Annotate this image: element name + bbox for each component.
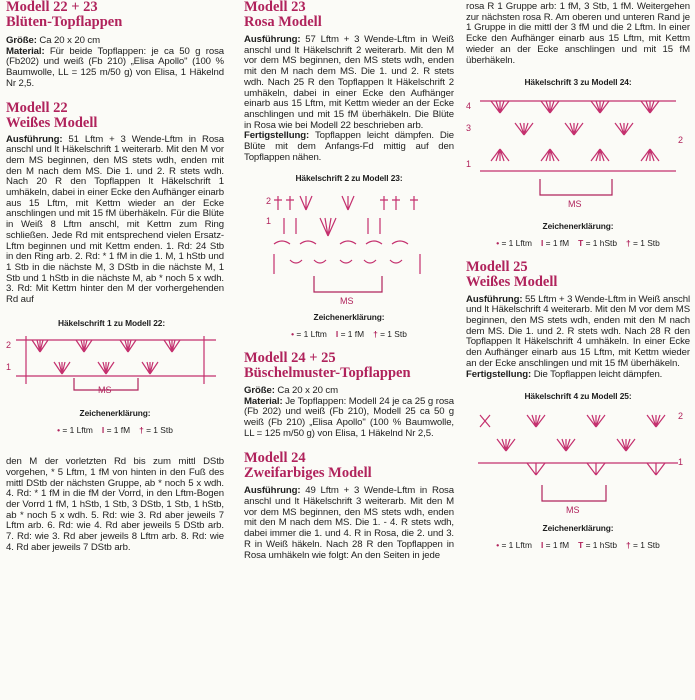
chain-symbol-icon: •: [496, 539, 500, 550]
fertigstellung-text: Die Topflappen leicht dämpfen.: [531, 368, 663, 380]
ms-label-4: MS: [566, 504, 580, 515]
legend-4-hstb-text: = 1 hStb: [585, 539, 618, 550]
material-label: Material:: [6, 45, 45, 57]
legend-4-lftm-text: = 1 Lftm: [501, 539, 532, 550]
legend-3-lftm-text: = 1 Lftm: [501, 237, 532, 248]
column-middle: [244, 0, 454, 561]
legend-1: [6, 425, 224, 435]
ausfuehrung-text: 51 Lftm + 3 Wende-Lftm in Rosa anschl und lt Häkelschrift 1 weiterarb. Mit den M vor dem MS beginnen, den MS stets wdh, enden mit den M nach dem MS. Die 1. und 2. R stets wdh. Nach 20 R den Topflappen lt Häkelschrift 1 umhäkeln, dabei in einer Ecke den Aufhänger einarb aus 15 Lftm, mit Kettm wieder an der Ecke anschlingen und mit 15 fM überhäkeln. Für die Blüte in Weiß 8 Lftm anschl, mit Kettm zum Ring schließen. Jede Rd mit entsprechend vielen Ersatz-Lftm beginnen und mit Kettm enden. 1. Rd: 24 Stb in den Ring arb. 2. Rd: * 1 fM in die 1. M, 1 hStb und 1 Stb in die nächste M, 3 DStb in die nächste M, 1 Stb und 1 hStb in die nächste M, ab * noch 5 x wdh. 3. Rd: Mit Kettm hinter den M der vorhergehenden Rd auf: [6, 133, 224, 306]
size-text: Ca 20 x 20 cm: [36, 35, 100, 46]
legend-1-fm: [102, 425, 130, 435]
legend-2-lftm: [291, 329, 327, 339]
legend-2-title: Zeichenerklärung:: [313, 312, 385, 323]
heading-modell-22: Modell 22: [6, 99, 68, 116]
row-number-1: 1: [466, 158, 472, 169]
legend-1-stb: [139, 425, 173, 435]
legend-3: [466, 238, 690, 248]
crochet-diagram-3: [466, 91, 690, 221]
material-text: Für beide Topflappen: je ca 50 g rosa (Fb202) und weiß (Fb 210) „Elisa Apollo" (100 % Baumwolle, LL = 125 m/50 g) von Elisa, 1 Häkelnd Nr 2,5.: [6, 45, 224, 89]
row-number-2: 2: [266, 196, 272, 207]
legend-1-fm-text: = 1 fM: [106, 425, 131, 436]
row-number-1: 1: [266, 216, 272, 227]
subheading-weisses-modell: Weißes Modell: [466, 273, 558, 290]
single-crochet-symbol-icon: I: [101, 425, 105, 436]
legend-4-title: Zeichenerklärung:: [542, 522, 614, 533]
legend-3-title: Zeichenerklärung:: [542, 220, 614, 231]
row-number-1: 1: [6, 362, 12, 373]
legend-3-stb: [626, 238, 660, 248]
legend-4-stb: [626, 540, 660, 550]
diagram-1-label: Häkelschrift 1 zu Modell 22:: [58, 317, 166, 328]
crochet-diagram-1: [6, 332, 224, 394]
heading-modell-24: Modell 24: [244, 450, 306, 467]
legend-4-fm: [541, 540, 569, 550]
legend-4-fm-text: = 1 fM: [545, 539, 570, 550]
ms-label-2: MS: [340, 296, 354, 307]
fertigstellung-label: Fertigstellung:: [244, 130, 310, 142]
subheading-weisses-modell: Weißes Modell: [6, 114, 98, 131]
crochet-diagram-4: [466, 405, 690, 523]
legend-4: [466, 540, 690, 550]
legend-1-stb-text: = 1 Stb: [146, 425, 173, 436]
material-paragraph: [244, 397, 454, 440]
row-number-1: 1: [678, 456, 684, 467]
row-number-2: 2: [678, 410, 684, 421]
heading-modell-24-25: Modell 24 + 25: [244, 349, 336, 366]
legend-3-fm-text: = 1 fM: [545, 237, 570, 248]
fertigstellung-label: Fertigstellung:: [466, 368, 532, 380]
continuation-paragraph: den M der vorletzten Rd bis zum mittl DStb vorgehen, * 5 Lftm, 1 fM von hinten in den Fuß des mittl DStb der nächsten Gruppe, ab * noch 5 x wdh. 4. Rd: * 1 fM in die fM der Vorrd, in den Lftm-Bogen der Vorrd 1 fM, 1 hStb, 1 Stb, 3 DStb, 1 Stb, 1 hStb, ab * noch 5 x wdh. 5. Rd: wie 3. Rd aber jeweils 7 Lftm arb. 6. Rd: wie 4. Rd aber jeweils 5 DStb arb. 7. Rd: wie 3. Rd aber jeweils 8 Lftm arb. 8. Rd: wie 4. Rd aber jeweils 7 DStb arb.: [6, 456, 224, 553]
legend-2-lftm-text: = 1 Lftm: [296, 328, 327, 339]
material-label: Material:: [244, 395, 283, 407]
legend-1-lftm: [57, 425, 93, 435]
chain-symbol-icon: •: [496, 237, 500, 248]
material-text: Je Topflappen: Modell 24 je ca 25 g rosa (Fb 202) und weiß (Fb 210), Modell 25 ca 50 g weiß (Fb 210) „Elisa Apollo" (100 % Baumwolle, LL = 125 m/50 g) von Elisa, 1 Häkelnd Nr 2,5.: [244, 395, 454, 439]
subheading-rosa-modell: Rosa Modell: [244, 14, 322, 30]
double-crochet-symbol-icon: †: [373, 328, 378, 339]
legend-2-stb: [373, 329, 407, 339]
ausfuehrung-paragraph: [466, 295, 690, 370]
size-label: Größe:: [244, 384, 275, 396]
subheading-zweifarbiges-modell: Zweifarbiges Modell: [244, 465, 372, 482]
legend-4-lftm: [496, 540, 532, 550]
legend-3-stb-text: = 1 Stb: [633, 237, 660, 248]
legend-3-hstb-text: = 1 hStb: [585, 237, 618, 248]
half-double-crochet-symbol-icon: T: [578, 539, 584, 550]
diagram-3-label: Häkelschrift 3 zu Modell 24:: [524, 77, 632, 88]
legend-2-fm-text: = 1 fM: [340, 328, 365, 339]
diagram-2-label: Häkelschrift 2 zu Modell 23:: [295, 173, 403, 184]
legend-2-stb-text: = 1 Stb: [380, 328, 407, 339]
single-crochet-symbol-icon: I: [540, 539, 544, 550]
legend-3-fm: [541, 238, 569, 248]
legend-2: [244, 329, 454, 339]
ms-label-3: MS: [568, 198, 582, 209]
row-number-4: 4: [466, 100, 472, 111]
subheading-blueten-topflappen: Blüten-Topflappen: [6, 14, 123, 30]
legend-1-lftm-text: = 1 Lftm: [62, 425, 93, 436]
legend-2-fm: [336, 329, 364, 339]
size-label: Größe:: [6, 35, 37, 46]
ausfuehrung-paragraph: [6, 135, 224, 306]
single-crochet-symbol-icon: I: [540, 237, 544, 248]
fertigstellung-text: Topflappen leicht dämpfen. Die Blüte mit dem Anfangs-Fd mittig auf den Topflappen nähen.: [244, 130, 454, 163]
legend-3-lftm: [496, 238, 532, 248]
half-double-crochet-symbol-icon: T: [578, 237, 584, 248]
size-text: Ca 20 x 20 cm: [274, 384, 338, 396]
material-paragraph: [6, 47, 224, 90]
row-number-3: 3: [466, 122, 472, 133]
heading-modell-22-23: Modell 22 + 23: [6, 0, 98, 15]
continuation-paragraph: rosa R 1 Gruppe arb: 1 fM, 3 Stb, 1 fM. Weitergehen zur nächsten rosa R. Am oberen und unteren Rand je 1 Gruppe in die mittl der 3 fM und die 2 Lftm. In einer Ecke den Aufhänger einarb aus 15 Lftm, mit Kettm wieder an der Ecke anschlingen und mit 15 fM überhäkeln.: [466, 1, 690, 66]
heading-modell-25: Modell 25: [466, 258, 528, 275]
double-crochet-symbol-icon: †: [139, 425, 144, 436]
heading-modell-23: Modell 23: [244, 0, 306, 15]
diagram-4-label: Häkelschrift 4 zu Modell 25:: [524, 391, 632, 402]
ausfuehrung-paragraph: [244, 486, 454, 561]
column-left: [6, 0, 224, 554]
legend-4-stb-text: = 1 Stb: [633, 539, 660, 550]
single-crochet-symbol-icon: I: [335, 328, 339, 339]
row-number-2: 2: [678, 134, 684, 145]
ausfuehrung-text: 55 Lftm + 3 Wende-Lftm in Weiß anschl und lt Häkelschrift 4 weiterarb. Mit den M vor dem MS beginnen, den MS stets wdh, enden mit den M nach dem MS. Die 1. und 2. R stets wdh. Nach 28 R den Topflappen lt Häkelschrift 4 umhäkeln. In einer Ecke den Aufhänger einarb aus 15 Lftm, mit Kettm wieder an der Ecke anschlingen und mit 15 fM überhäkeln.: [466, 293, 690, 369]
legend-1-title: Zeichenerklärung:: [79, 408, 151, 419]
fertigstellung-paragraph: [244, 131, 454, 163]
ms-label-1: MS: [98, 385, 112, 395]
ausfuehrung-text: 49 Lftm + 3 Wende-Lftm in Rosa anschl und lt Häkelschrift 3 weiterarb. Mit den M vor dem MS beginnen, den MS stets wdh, enden mit den M nach dem MS. Die 1. - 4. R stets wdh, dabei immer die 1. und 4. R in Rosa, die 2. und 3. R in Weiß häkeln. Nach 28 R den Topflappen in Rosa umhäkeln wie folgt: An den Seiten in jede: [244, 485, 454, 561]
ausfuehrung-label: Ausführung:: [244, 34, 301, 45]
legend-3-hstb: [578, 238, 617, 248]
double-crochet-symbol-icon: †: [626, 237, 631, 248]
double-crochet-symbol-icon: †: [626, 539, 631, 550]
subheading-bueschelmuster-topflappen: Büschelmuster-Topflappen: [244, 364, 411, 381]
legend-4-hstb: [578, 540, 617, 550]
chain-symbol-icon: •: [57, 425, 61, 436]
ausfuehrung-text: 57 Lftm + 3 Wende-Lftm in Weiß anschl und lt Häkelschrift 2 weiterarb. Mit den M vor dem MS beginnen, den MS stets wdh, enden mit den M nach dem MS. Die 1. und 2. R stets wdh. Nach 25 R den Topflappen lt Häkelschrift 2 umhäkeln, dabei in einer Ecke den Aufhänger einarb aus 15 Lftm, mit Kettm wieder an der Ecke anschlingen und mit 15 fM überhäkeln. Die Blüte in Rosa wie bei Modell 22 beschrieben arb.: [244, 34, 454, 131]
ausfuehrung-paragraph: [244, 35, 454, 131]
ausfuehrung-label: Ausführung:: [466, 293, 523, 305]
column-right: [466, 0, 690, 550]
ausfuehrung-label: Ausführung:: [244, 485, 301, 497]
fertigstellung-paragraph: [466, 370, 690, 381]
row-number-2: 2: [6, 340, 12, 351]
chain-symbol-icon: •: [291, 328, 295, 339]
ausfuehrung-label: Ausführung:: [6, 133, 63, 145]
crochet-diagram-2: [244, 188, 454, 306]
